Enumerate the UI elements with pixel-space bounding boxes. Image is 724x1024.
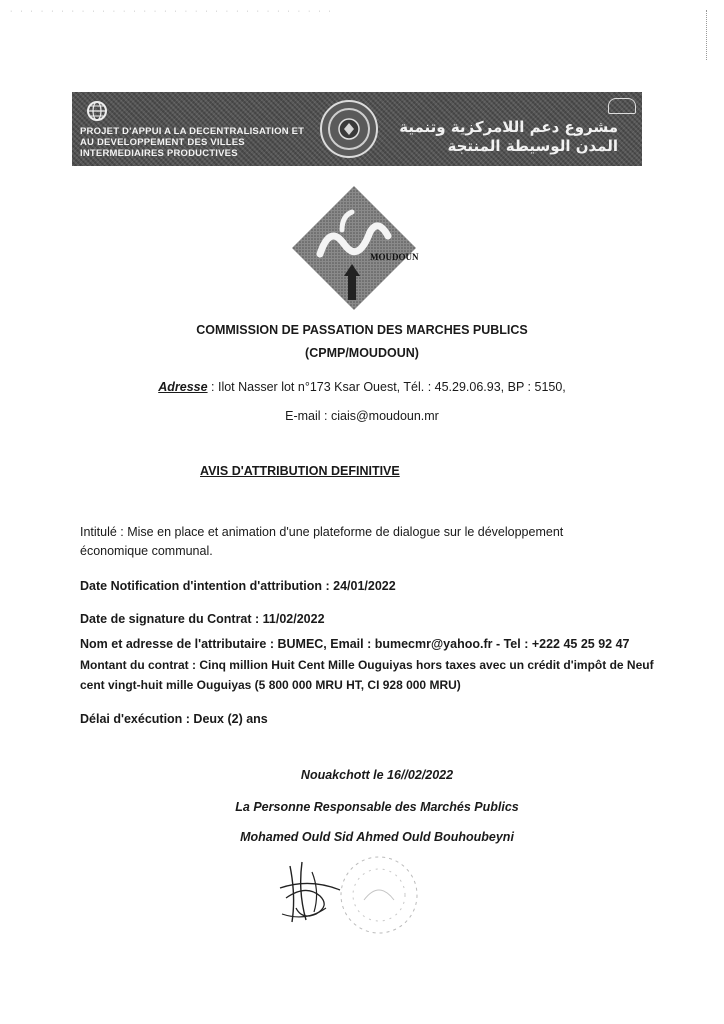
delai-execution: Délai d'exécution : Deux (2) ans <box>80 712 268 726</box>
place-date: Nouakchott le 16//02/2022 <box>300 768 454 782</box>
intitule-line-2: économique communal. <box>80 544 213 558</box>
date-signature: Date de signature du Contrat : 11/02/2022 <box>80 612 325 626</box>
banner-project-name: PROJET D'APPUI A LA DECENTRALISATION ET AU DEVELOPPEMENT DES VILLES INTERMEDIAIRES PRODUCTIVES <box>80 126 305 159</box>
address-line <box>0 380 724 394</box>
commission-title: COMMISSION DE PASSATION DES MARCHES PUBLICS <box>196 323 528 337</box>
globe-icon <box>86 100 108 122</box>
address-label: Adresse <box>158 380 208 394</box>
montant-line-1: Montant du contrat : Cinq million Huit Cent Mille Ouguiyas hors taxes avec un crédit d'impôt de Neuf <box>80 658 654 672</box>
attributaire: Nom et adresse de l'attributaire : BUMEC, Email : bumecmr@yahoo.fr - Tel : +222 45 25 92 47 <box>80 637 630 651</box>
scan-artifact-text: · · · · · · · · · · · · · · · · · · · · · · · · · · · · · · · · <box>10 8 334 15</box>
montant-line-2: cent vingt-huit mille Ouguiyas (5 800 000 MRU HT, CI 928 000 MRU) <box>80 678 461 692</box>
header-banner <box>72 92 642 166</box>
date-notification: Date Notification d'intention d'attribution : 24/01/2022 <box>80 579 396 593</box>
commission-acronym: (CPMP/MOUDOUN) <box>305 346 419 360</box>
official-stamp <box>334 850 424 940</box>
moudoun-logo <box>290 184 418 312</box>
scan-edge-mark <box>706 10 708 60</box>
document-title: AVIS D'ATTRIBUTION DEFINITIVE <box>200 464 400 478</box>
signatory-name: Mohamed Ould Sid Ahmed Ould Bouhoubeyni <box>240 830 514 844</box>
corner-emblem-icon <box>608 98 636 114</box>
intitule-line-1: Intitulé : Mise en place et animation d'une plateforme de dialogue sur le développement <box>80 525 564 539</box>
logo-label: MOUDOUN <box>370 252 419 262</box>
email-line: E-mail : ciais@moudoun.mr <box>285 409 439 423</box>
national-seal-icon <box>318 98 380 160</box>
signatory-role: La Personne Responsable des Marchés Publics <box>235 800 519 814</box>
banner-arabic-name: مشروع دعم اللامركزية وتنمية المدن الوسيطة المنتجة <box>399 118 618 155</box>
address-value: : Ilot Nasser lot n°173 Ksar Ouest, Tél. : 45.29.06.93, BP : 5150, <box>207 380 566 394</box>
